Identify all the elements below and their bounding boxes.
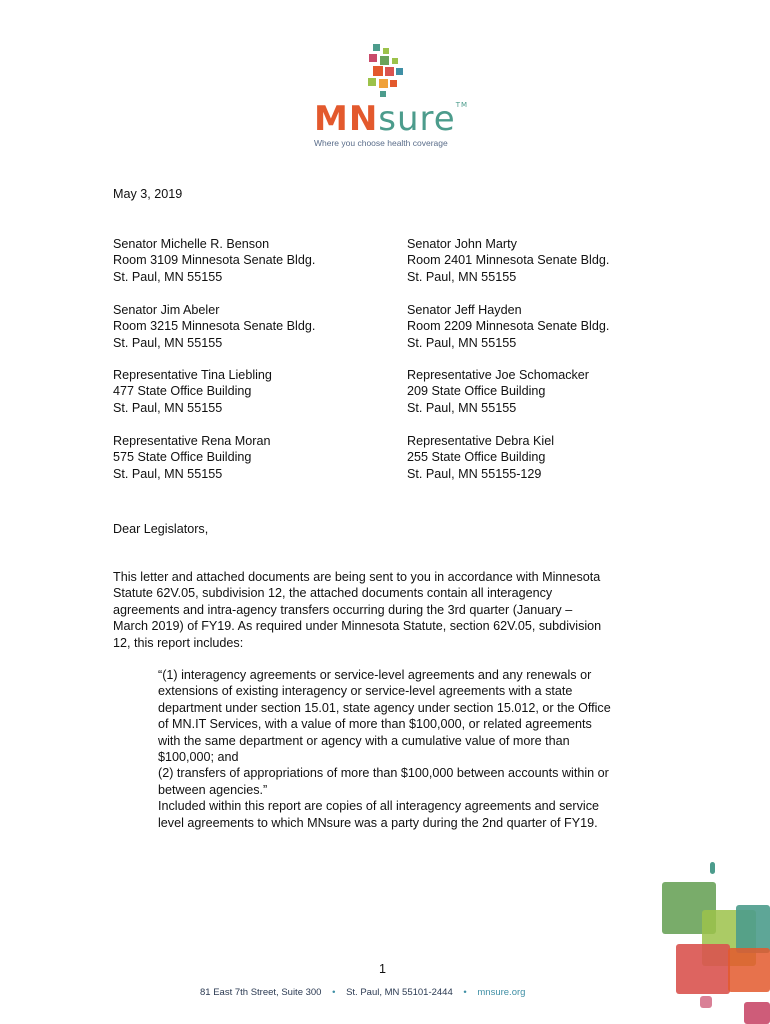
- address-line: Representative Tina Liebling: [113, 368, 272, 382]
- decorative-square: [736, 905, 770, 953]
- address-line: 255 State Office Building: [407, 450, 546, 465]
- address-line: Representative Debra Kiel: [407, 434, 555, 448]
- letter-date: May 3, 2019: [113, 187, 183, 201]
- address-block: [407, 236, 609, 285]
- address-line: Room 2401 Minnesota Senate Bldg.: [407, 253, 610, 268]
- address-line: St. Paul, MN 55155: [113, 466, 223, 481]
- address-line: Senator Jeff Hayden: [407, 303, 522, 317]
- mnsure-logo: [300, 40, 480, 152]
- address-line: Room 3109 Minnesota Senate Bldg.: [113, 253, 316, 268]
- quote-line: of MN.IT Services, with a value of more than $100,000, or related agreements: [158, 717, 592, 732]
- address-block: [113, 302, 315, 351]
- logo-wordmark: MNsure™: [314, 99, 469, 139]
- address-line: Senator Jim Abeler: [113, 303, 220, 317]
- decorative-square: [676, 944, 730, 994]
- body-line: This letter and attached documents are being sent to you in accordance with Minnesota: [113, 570, 601, 584]
- logo-squares-icon: [300, 40, 480, 102]
- address-block: [113, 236, 315, 285]
- quote-line: level agreements to which MNsure was a party during the 2nd quarter of FY19.: [158, 815, 598, 830]
- page-number: 1: [379, 962, 387, 976]
- quote-line: (2) transfers of appropriations of more than $100,000 between accounts within or: [158, 766, 609, 781]
- address-line: Room 2209 Minnesota Senate Bldg.: [407, 319, 610, 334]
- address-line: St. Paul, MN 55155-129: [407, 466, 542, 481]
- address-block: [407, 302, 609, 351]
- decorative-square: [710, 862, 715, 874]
- decorative-square: [744, 1002, 770, 1024]
- address-line: 209 State Office Building: [407, 384, 546, 399]
- address-line: Room 3215 Minnesota Senate Bldg.: [113, 319, 316, 334]
- footer-city: St. Paul, MN 55101-2444: [346, 987, 453, 998]
- address-line: St. Paul, MN 55155: [407, 269, 517, 284]
- address-line: St. Paul, MN 55155: [113, 335, 223, 350]
- address-block: [407, 433, 554, 482]
- address-line: Representative Joe Schomacker: [407, 368, 590, 382]
- address-line: Senator Michelle R. Benson: [113, 237, 270, 251]
- address-line: Senator John Marty: [407, 237, 517, 251]
- quote-line: between agencies.”: [158, 782, 268, 797]
- address-line: St. Paul, MN 55155: [113, 269, 223, 284]
- footer-separator: •: [463, 987, 467, 998]
- quote-line: “(1) interagency agreements or service-level agreements and any renewals or: [158, 668, 592, 682]
- address-line: Representative Rena Moran: [113, 434, 271, 448]
- quote-line: with the same department or agency with a cumulative value of more than: [158, 733, 570, 748]
- quote-line: department under section 15.01, state agency under section 15.012, or the Office: [158, 700, 611, 715]
- decorative-square: [700, 996, 712, 1008]
- address-block: [407, 367, 589, 416]
- footer: [200, 987, 525, 998]
- footer-website-link[interactable]: mnsure.org: [477, 987, 526, 998]
- salutation: Dear Legislators,: [113, 522, 209, 536]
- address-line: St. Paul, MN 55155: [407, 400, 517, 415]
- footer-separator: •: [332, 987, 336, 998]
- address-line: 575 State Office Building: [113, 450, 252, 465]
- body-line: agreements and intra-agency transfers occurring during the 3rd quarter (January –: [113, 602, 573, 617]
- quote-line: Included within this report are copies of all interagency agreements and service: [158, 799, 600, 814]
- body-line: Statute 62V.05, subdivision 12, the attached documents contain all interagency: [113, 586, 553, 601]
- address-block: [113, 367, 272, 416]
- body-paragraph: [113, 569, 658, 651]
- decorative-square: [728, 948, 770, 992]
- quote-line: extensions of existing interagency or service-level agreements with a state: [158, 684, 573, 699]
- address-line: 477 State Office Building: [113, 384, 252, 399]
- quote-line: $100,000; and: [158, 749, 239, 764]
- address-line: St. Paul, MN 55155: [407, 335, 517, 350]
- address-block: [113, 433, 271, 482]
- logo-tagline: Where you choose health coverage: [314, 138, 448, 148]
- statute-quote: [158, 667, 658, 831]
- footer-address: 81 East 7th Street, Suite 300: [200, 987, 322, 998]
- address-line: St. Paul, MN 55155: [113, 400, 223, 415]
- body-line: 12, this report includes:: [113, 635, 244, 650]
- body-line: March 2019) of FY19. As required under Minnesota Statute, section 62V.05, subdivision: [113, 619, 602, 634]
